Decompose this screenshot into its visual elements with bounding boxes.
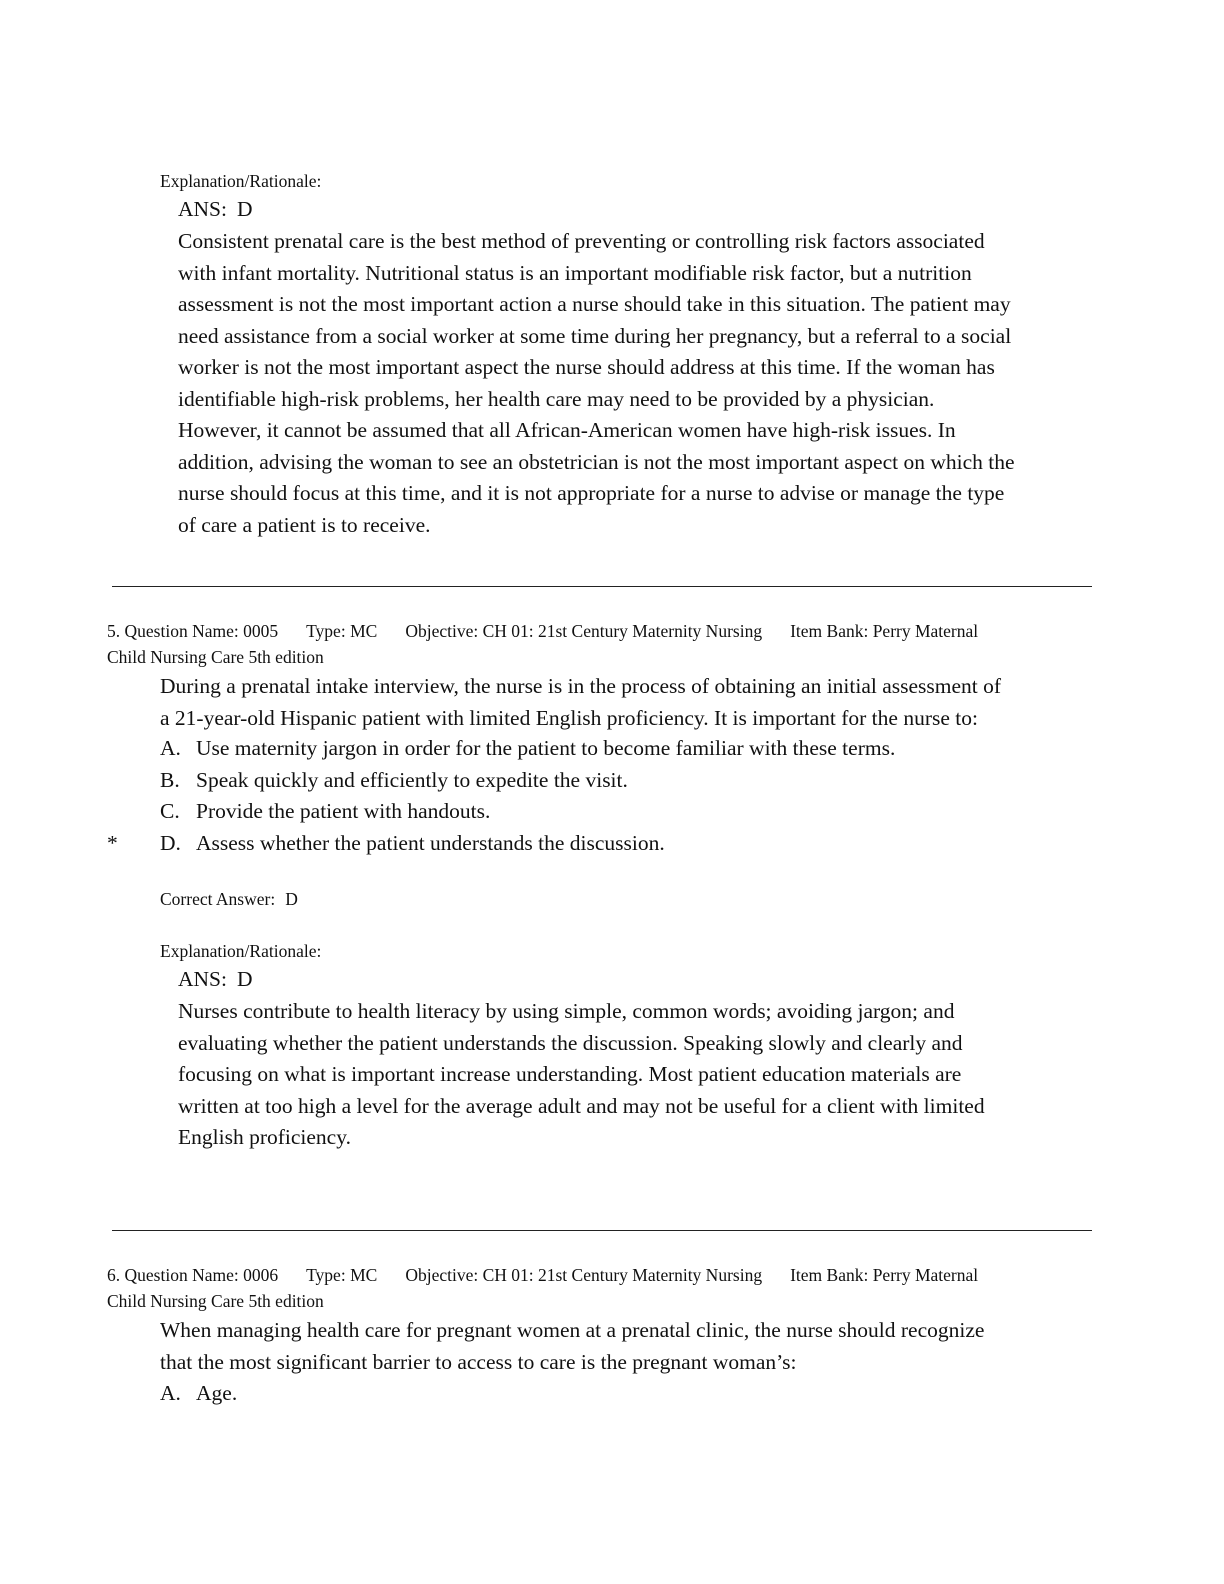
rationale-line: worker is not the most important aspect the nurse should address at this time. If the woman has bbox=[178, 355, 995, 379]
choice-b bbox=[160, 765, 628, 797]
rationale-line: focusing on what is important increase understanding. Most patient education materials are bbox=[178, 1062, 962, 1086]
answer-line bbox=[178, 964, 253, 996]
stem-line: During a prenatal intake interview, the nurse is in the process of obtaining an initial assessment of bbox=[160, 674, 1002, 698]
question-name: 6. Question Name: 0006 bbox=[107, 1265, 279, 1285]
stem-line: a 21-year-old Hispanic patient with limited English proficiency. It is important for the nurse to: bbox=[160, 705, 978, 730]
correct-answer bbox=[160, 886, 298, 912]
ans-label: ANS: bbox=[178, 197, 227, 221]
ans-value: D bbox=[236, 967, 253, 991]
rationale-line: addition, advising the woman to see an obstetrician is not the most important aspect on which the bbox=[178, 449, 1015, 474]
choice-letter: C. bbox=[160, 799, 180, 823]
explanation-label: Explanation/Rationale: bbox=[160, 171, 322, 191]
question-header-continued: Child Nursing Care 5th edition bbox=[107, 1291, 324, 1311]
section-divider bbox=[112, 586, 1092, 587]
item-bank: Item Bank: Perry Maternal bbox=[790, 1265, 979, 1285]
rationale-line: with infant mortality. Nutritional status is an important modifiable risk factor, but a nutrition bbox=[178, 260, 972, 285]
correct-answer-value: D bbox=[285, 889, 298, 909]
question-stem bbox=[160, 671, 1120, 734]
rationale-text bbox=[178, 996, 1118, 1154]
ans-value: D bbox=[236, 197, 253, 221]
question-header-continued: Child Nursing Care 5th edition bbox=[107, 647, 324, 667]
item-bank: Item Bank: Perry Maternal bbox=[790, 621, 979, 641]
stem-line: that the most significant barrier to access to care is the pregnant woman’s: bbox=[160, 1349, 797, 1374]
rationale-line: need assistance from a social worker at some time during her pregnancy, but a referral to a social bbox=[178, 323, 1012, 348]
choice-c bbox=[160, 796, 490, 828]
question-name: 5. Question Name: 0005 bbox=[107, 621, 279, 641]
choice-text: Speak quickly and efficiently to expedite the visit. bbox=[196, 768, 628, 792]
choice-letter: A. bbox=[160, 1381, 181, 1405]
question-stem bbox=[160, 1315, 1120, 1378]
rationale-line: of care a patient is to receive. bbox=[178, 512, 431, 537]
choice-text: Assess whether the patient understands the discussion. bbox=[196, 831, 665, 855]
section-divider bbox=[112, 1230, 1092, 1231]
rationale-line: However, it cannot be assumed that all African-American women have high-risk issues. In bbox=[178, 418, 956, 442]
question-type: Type: MC bbox=[306, 1265, 378, 1285]
question-objective: Objective: CH 01: 21st Century Maternity Nursing bbox=[405, 1265, 763, 1285]
rationale-line: evaluating whether the patient understands the discussion. Speaking slowly and clearly and bbox=[178, 1030, 963, 1055]
question-header bbox=[107, 618, 1107, 644]
question-header bbox=[107, 1262, 1107, 1288]
rationale-line: assessment is not the most important action a nurse should take in this situation. The patient may bbox=[178, 292, 1011, 316]
choice-letter: D. bbox=[160, 831, 181, 855]
choice-a bbox=[160, 733, 895, 765]
rationale-line: written at too high a level for the average adult and may not be useful for a client with limited bbox=[178, 1093, 985, 1118]
choice-letter: B. bbox=[160, 768, 180, 792]
ans-label: ANS: bbox=[178, 967, 227, 991]
rationale-line: identifiable high-risk problems, her health care may need to be provided by a physician. bbox=[178, 386, 935, 411]
rationale-line: Consistent prenatal care is the best method of preventing or controlling risk factors associated bbox=[178, 229, 985, 253]
answer-line bbox=[178, 194, 253, 226]
rationale-line: Nurses contribute to health literacy by using simple, common words; avoiding jargon; and bbox=[178, 999, 955, 1023]
rationale-line: English proficiency. bbox=[178, 1125, 351, 1149]
explanation-label: Explanation/Rationale: bbox=[160, 941, 322, 961]
correct-answer-marker: * bbox=[107, 831, 118, 855]
choice-text: Provide the patient with handouts. bbox=[196, 799, 491, 823]
question-type: Type: MC bbox=[306, 621, 378, 641]
choice-text: Age. bbox=[196, 1381, 238, 1405]
choice-letter: A. bbox=[160, 736, 181, 760]
correct-answer-label: Correct Answer: bbox=[160, 889, 276, 909]
stem-line: When managing health care for pregnant women at a prenatal clinic, the nurse should recognize bbox=[160, 1318, 985, 1342]
rationale-line: nurse should focus at this time, and it is not appropriate for a nurse to advise or manage the type bbox=[178, 481, 1005, 505]
question-objective: Objective: CH 01: 21st Century Maternity Nursing bbox=[405, 621, 763, 641]
choice-text: Use maternity jargon in order for the patient to become familiar with these terms. bbox=[196, 736, 896, 760]
choice-d bbox=[160, 828, 665, 860]
rationale-text bbox=[178, 226, 1118, 541]
choice-a bbox=[160, 1378, 237, 1410]
